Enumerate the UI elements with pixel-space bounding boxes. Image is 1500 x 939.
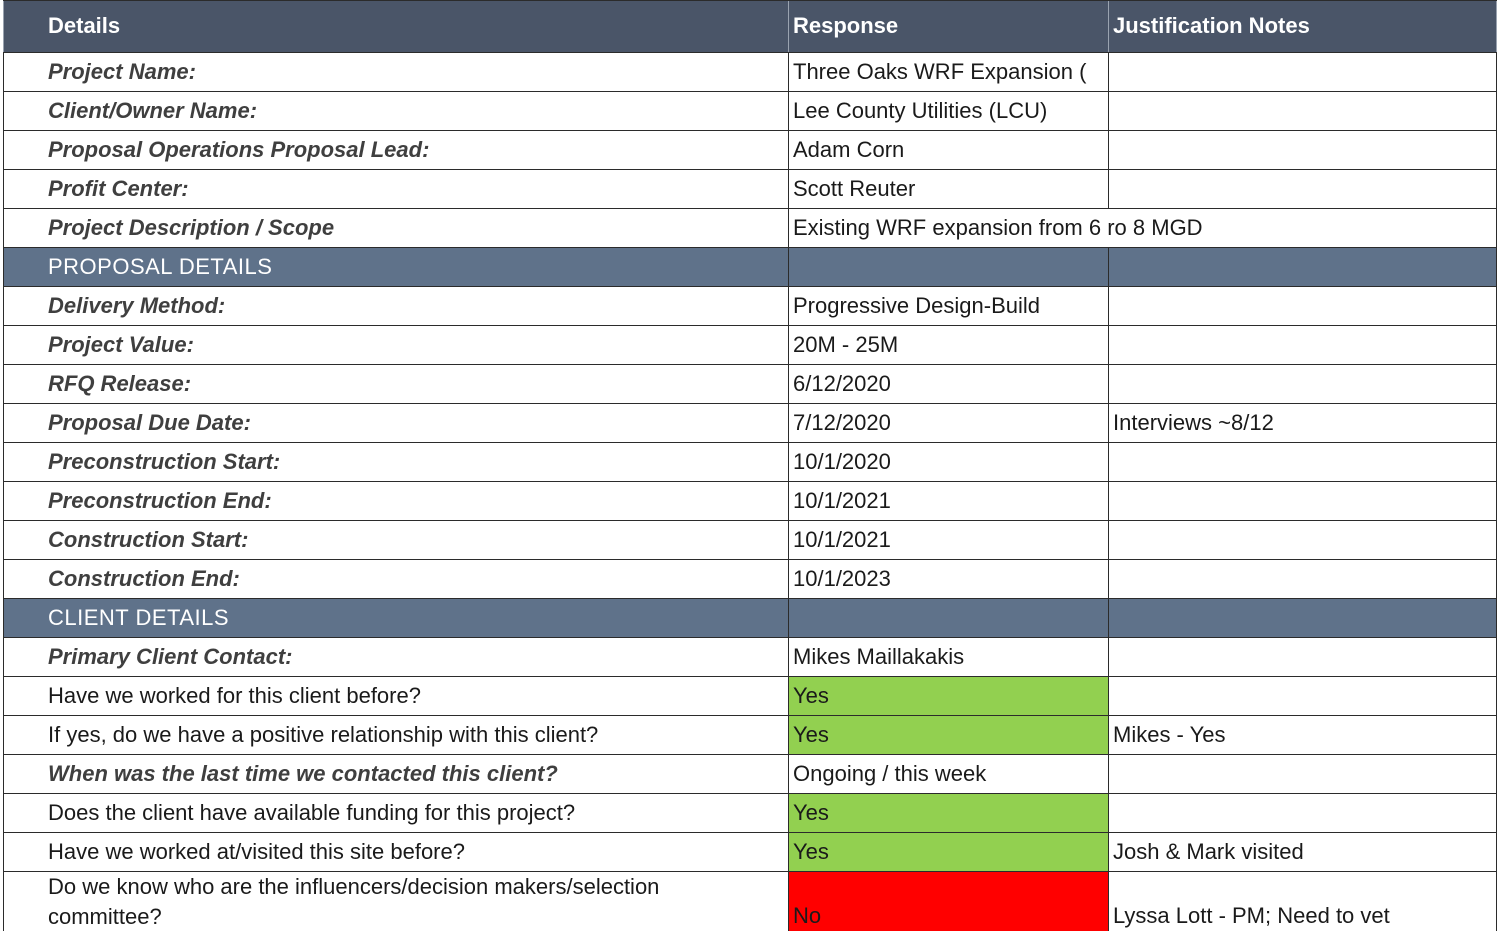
site-visited-value[interactable]: Yes <box>788 833 1108 871</box>
project-name-value[interactable]: Three Oaks WRF Expansion ( <box>788 53 1108 91</box>
delivery-method-label[interactable]: Delivery Method: <box>3 287 788 325</box>
construction-end-value[interactable]: 10/1/2023 <box>788 560 1108 598</box>
positive-relationship-label[interactable]: If yes, do we have a positive relationship with this client? <box>3 716 788 754</box>
proposal-due-label[interactable]: Proposal Due Date: <box>3 404 788 442</box>
table-row <box>3 716 1497 755</box>
table-row <box>3 287 1497 326</box>
influencers-label[interactable]: Do we know who are the influencers/decision makers/selection committee? <box>3 872 788 931</box>
section-row-client <box>3 599 1497 638</box>
rfq-release-note[interactable] <box>1108 365 1497 403</box>
precon-end-label[interactable]: Preconstruction End: <box>3 482 788 520</box>
header-response[interactable]: Response <box>788 1 1108 52</box>
last-contact-note[interactable] <box>1108 755 1497 793</box>
profit-center-value[interactable]: Scott Reuter <box>788 170 1108 208</box>
site-visited-label[interactable]: Have we worked at/visited this site before? <box>3 833 788 871</box>
profit-center-note[interactable] <box>1108 170 1497 208</box>
influencers-value[interactable]: No <box>788 872 1108 931</box>
table-row <box>3 794 1497 833</box>
primary-contact-note[interactable] <box>1108 638 1497 676</box>
section-client-response[interactable] <box>788 599 1108 637</box>
delivery-method-note[interactable] <box>1108 287 1497 325</box>
construction-start-value[interactable]: 10/1/2021 <box>788 521 1108 559</box>
table-row <box>3 872 1497 931</box>
positive-relationship-value[interactable]: Yes <box>788 716 1108 754</box>
worked-before-value[interactable]: Yes <box>788 677 1108 715</box>
primary-contact-label[interactable]: Primary Client Contact: <box>3 638 788 676</box>
table-row <box>3 638 1497 677</box>
table-row <box>3 521 1497 560</box>
project-name-note[interactable] <box>1108 53 1497 91</box>
proposal-due-note[interactable]: Interviews ~8/12 <box>1108 404 1497 442</box>
section-row-proposal <box>3 248 1497 287</box>
section-proposal-notes[interactable] <box>1108 248 1497 286</box>
project-value-label[interactable]: Project Value: <box>3 326 788 364</box>
rfq-release-value[interactable]: 6/12/2020 <box>788 365 1108 403</box>
section-title-client[interactable]: CLIENT DETAILS <box>3 599 788 637</box>
proposal-lead-label[interactable]: Proposal Operations Proposal Lead: <box>3 131 788 169</box>
header-row <box>3 0 1497 53</box>
funding-value[interactable]: Yes <box>788 794 1108 832</box>
proposal-due-value[interactable]: 7/12/2020 <box>788 404 1108 442</box>
project-description-value[interactable]: Existing WRF expansion from 6 ro 8 MGD <box>788 209 1108 247</box>
construction-start-label[interactable]: Construction Start: <box>3 521 788 559</box>
table-row <box>3 482 1497 521</box>
construction-end-note[interactable] <box>1108 560 1497 598</box>
project-name-label[interactable]: Project Name: <box>3 53 788 91</box>
positive-relationship-note[interactable]: Mikes - Yes <box>1108 716 1497 754</box>
table-row <box>3 365 1497 404</box>
construction-end-label[interactable]: Construction End: <box>3 560 788 598</box>
table-row <box>3 677 1497 716</box>
construction-start-note[interactable] <box>1108 521 1497 559</box>
table-row <box>3 443 1497 482</box>
precon-start-value[interactable]: 10/1/2020 <box>788 443 1108 481</box>
project-value-note[interactable] <box>1108 326 1497 364</box>
delivery-method-value[interactable]: Progressive Design-Build <box>788 287 1108 325</box>
worked-before-label[interactable]: Have we worked for this client before? <box>3 677 788 715</box>
worksheet <box>3 0 1497 931</box>
section-proposal-response[interactable] <box>788 248 1108 286</box>
influencers-note[interactable]: Lyssa Lott - PM; Need to vet <box>1108 872 1497 931</box>
table-row <box>3 92 1497 131</box>
rfq-release-label[interactable]: RFQ Release: <box>3 365 788 403</box>
precon-end-note[interactable] <box>1108 482 1497 520</box>
client-owner-note[interactable] <box>1108 92 1497 130</box>
table-row <box>3 833 1497 872</box>
table-row <box>3 560 1497 599</box>
project-value-value[interactable]: 20M - 25M <box>788 326 1108 364</box>
table-row <box>3 755 1497 794</box>
table-row <box>3 170 1497 209</box>
table-row <box>3 326 1497 365</box>
proposal-lead-value[interactable]: Adam Corn <box>788 131 1108 169</box>
client-owner-label[interactable]: Client/Owner Name: <box>3 92 788 130</box>
precon-end-value[interactable]: 10/1/2021 <box>788 482 1108 520</box>
primary-contact-value[interactable]: Mikes Maillakakis <box>788 638 1108 676</box>
profit-center-label[interactable]: Profit Center: <box>3 170 788 208</box>
last-contact-value[interactable]: Ongoing / this week <box>788 755 1108 793</box>
proposal-lead-note[interactable] <box>1108 131 1497 169</box>
precon-start-label[interactable]: Preconstruction Start: <box>3 443 788 481</box>
header-details[interactable]: Details <box>3 1 788 52</box>
client-owner-value[interactable]: Lee County Utilities (LCU) <box>788 92 1108 130</box>
table-row <box>3 131 1497 170</box>
section-title-proposal[interactable]: PROPOSAL DETAILS <box>3 248 788 286</box>
last-contact-label[interactable]: When was the last time we contacted this client? <box>3 755 788 793</box>
worked-before-note[interactable] <box>1108 677 1497 715</box>
funding-label[interactable]: Does the client have available funding for this project? <box>3 794 788 832</box>
precon-start-note[interactable] <box>1108 443 1497 481</box>
project-description-label[interactable]: Project Description / Scope <box>3 209 788 247</box>
header-justification[interactable]: Justification Notes <box>1108 1 1497 52</box>
site-visited-note[interactable]: Josh & Mark visited <box>1108 833 1497 871</box>
table-row <box>3 53 1497 92</box>
table-row <box>3 209 1497 248</box>
section-client-notes[interactable] <box>1108 599 1497 637</box>
table-row <box>3 404 1497 443</box>
funding-note[interactable] <box>1108 794 1497 832</box>
